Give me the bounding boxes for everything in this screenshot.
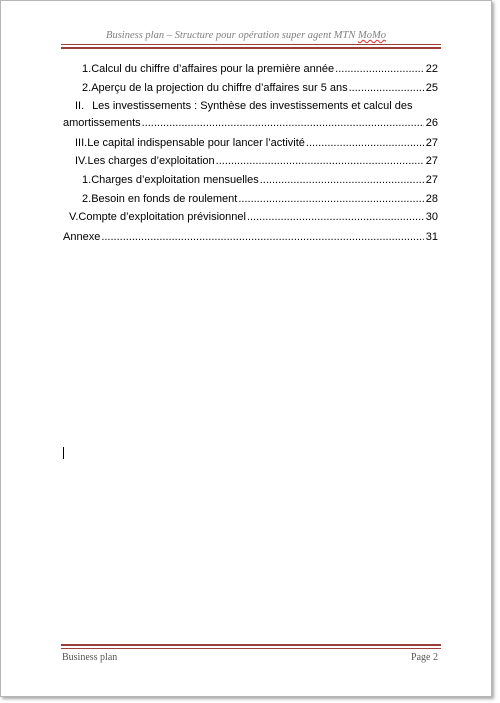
toc-entry-number: 2. bbox=[82, 82, 92, 94]
toc-entry-label: amortissements bbox=[63, 117, 141, 129]
toc-entry[interactable] bbox=[69, 210, 438, 224]
header-title-misspelled-word: MoMo bbox=[357, 30, 386, 41]
toc-entry[interactable] bbox=[63, 230, 438, 244]
toc-entry-number: V. bbox=[69, 211, 79, 223]
toc-entry[interactable] bbox=[82, 81, 438, 95]
toc-entry-number: 1. bbox=[82, 174, 92, 186]
toc-entry-label-line1: Les investissements : Synthèse des investissements et calcul des bbox=[92, 100, 413, 112]
toc-entry-number: III. bbox=[75, 137, 88, 149]
toc-entry-label: Aperçu de la projection du chiffre d’affaires sur 5 ans bbox=[91, 82, 348, 94]
footer-rule-thin bbox=[61, 648, 441, 649]
toc-entry[interactable] bbox=[82, 173, 438, 187]
toc-leader bbox=[306, 136, 424, 150]
toc-entry[interactable] bbox=[75, 154, 438, 168]
toc-leader bbox=[335, 62, 424, 76]
header-rule-thick bbox=[61, 47, 441, 49]
toc-entry-page: 27 bbox=[425, 174, 438, 186]
toc-entry-page: 30 bbox=[425, 211, 438, 223]
text-cursor bbox=[63, 447, 64, 459]
toc-entry[interactable] bbox=[82, 62, 438, 76]
toc-entry[interactable] bbox=[63, 116, 438, 130]
footer-rule-thick bbox=[61, 644, 441, 646]
toc-entry-label: Annexe bbox=[63, 231, 101, 243]
toc-entry-label: Les charges d’exploitation bbox=[87, 155, 215, 167]
toc-entry[interactable] bbox=[75, 136, 438, 150]
toc-leader bbox=[101, 230, 423, 244]
toc-entry-page: 22 bbox=[425, 63, 438, 75]
toc-entry-number: 2. bbox=[82, 193, 92, 205]
toc-leader bbox=[349, 81, 424, 95]
toc-entry-number: IV. bbox=[75, 155, 88, 167]
toc-leader bbox=[238, 192, 423, 206]
toc-entry-label: Compte d’exploitation prévisionnel bbox=[78, 211, 246, 223]
toc-entry-number: II. bbox=[75, 100, 85, 112]
toc-entry-label: Le capital indispensable pour lancer l’activité bbox=[87, 137, 305, 149]
header-rule-thin bbox=[61, 44, 441, 45]
toc-entry[interactable] bbox=[82, 192, 438, 206]
toc-leader bbox=[247, 210, 424, 224]
toc-entry-page: 27 bbox=[425, 137, 438, 149]
toc-leader bbox=[216, 154, 424, 168]
page-header bbox=[1, 30, 491, 41]
footer-document-title: Business plan bbox=[62, 652, 118, 663]
header-title-text: Business plan – Structure pour opération super agent MTN bbox=[106, 30, 358, 41]
toc-entry-page: 27 bbox=[425, 155, 438, 167]
toc-entry-label: Charges d’exploitation mensuelles bbox=[91, 174, 259, 186]
toc-entry-page: 25 bbox=[425, 82, 438, 94]
toc-entry-page: 31 bbox=[425, 231, 438, 243]
toc-entry-number: 1. bbox=[82, 63, 92, 75]
toc-entry-label: Besoin en fonds de roulement bbox=[91, 193, 238, 205]
toc-entry-page: 26 bbox=[425, 117, 438, 129]
toc-leader bbox=[260, 173, 424, 187]
toc-entry-label: Calcul du chiffre d’affaires pour la première année bbox=[91, 63, 335, 75]
toc-entry-page: 28 bbox=[425, 193, 438, 205]
footer-page-number: Page 2 bbox=[411, 652, 438, 663]
toc-entry-first-line[interactable] bbox=[75, 99, 412, 113]
toc-leader bbox=[142, 116, 424, 130]
